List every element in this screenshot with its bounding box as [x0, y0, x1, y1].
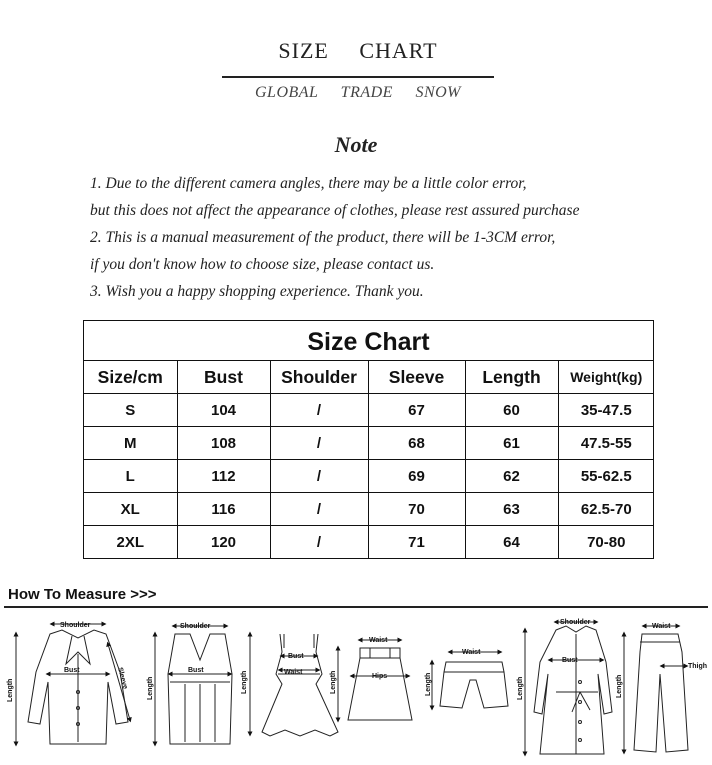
length-label: Length [425, 672, 432, 696]
table-cell: 67 [368, 394, 465, 427]
table-row [84, 394, 654, 427]
bust-label: Bust [562, 657, 578, 664]
table-cell: 120 [177, 526, 270, 559]
table-cell: 62 [465, 460, 558, 493]
length-label: Length [241, 670, 248, 694]
shoulder-label: Shoulder [560, 619, 591, 626]
table-cell: 62.5-70 [558, 493, 654, 526]
header-cell: Length [465, 361, 558, 394]
table-cell: / [270, 526, 368, 559]
table-row [84, 427, 654, 460]
table-cell: 60 [465, 394, 558, 427]
table-cell: 104 [177, 394, 270, 427]
table-cell: 63 [465, 493, 558, 526]
table-row [84, 460, 654, 493]
note-line: but this does not affect the appearance of clothes, please rest assured purchase [90, 202, 580, 219]
note-line: 3. Wish you a happy shopping experience. Thank you. [90, 283, 424, 300]
table-cell: / [270, 427, 368, 460]
length-label: Length [147, 676, 154, 700]
table-cell: 47.5-55 [558, 427, 654, 460]
length-label: Length [330, 670, 337, 694]
table-cell: 64 [465, 526, 558, 559]
coat-illustration [525, 622, 612, 754]
note-line: 1. Due to the different camera angles, there may be a little color error, [90, 175, 527, 192]
table-cell: 61 [465, 427, 558, 460]
header-cell: Size/cm [84, 361, 177, 394]
header-cell: Weight(kg) [558, 361, 654, 394]
brand-header [222, 38, 494, 101]
table-cell: 112 [177, 460, 270, 493]
shoulder-label: Shoulder [60, 622, 91, 629]
shoulder-label: Shoulder [180, 623, 211, 630]
shorts-illustration [432, 652, 508, 708]
measurement-illustrations [0, 612, 712, 762]
table-cell: XL [84, 493, 177, 526]
skirt-illustration [338, 640, 412, 720]
table-cell: 71 [368, 526, 465, 559]
table-cell: 69 [368, 460, 465, 493]
table-row [84, 526, 654, 559]
length-label: Length [616, 674, 623, 698]
table-cell: 68 [368, 427, 465, 460]
waist-label: Waist [284, 669, 303, 676]
note-text [90, 170, 690, 305]
vest-illustration [155, 626, 232, 744]
hips-label: Hips [372, 673, 388, 680]
waist-label: Waist [652, 623, 671, 630]
table-title: Size Chart [84, 321, 653, 361]
table-cell: / [270, 493, 368, 526]
table-cell: 35-47.5 [558, 394, 654, 427]
brand-subtitle: GLOBAL TRADE SNOW [255, 84, 461, 101]
note-line: 2. This is a manual measurement of the product, there will be 1-3CM error, [90, 229, 556, 246]
table-cell: 108 [177, 427, 270, 460]
table-cell: 70 [368, 493, 465, 526]
table-row [84, 493, 654, 526]
how-to-measure-heading: How To Measure >>> [8, 586, 157, 603]
blouse-illustration [16, 624, 130, 744]
header-cell: Bust [177, 361, 270, 394]
size-chart-table [83, 320, 654, 559]
note-title: Note [334, 132, 378, 157]
header-cell: Shoulder [270, 361, 368, 394]
header-cell: Sleeve [368, 361, 465, 394]
note-line: if you don't know how to choose size, please contact us. [90, 256, 435, 273]
table-cell: S [84, 394, 177, 427]
table-cell: 2XL [84, 526, 177, 559]
header-divider [222, 76, 494, 78]
length-label: Length [517, 676, 524, 700]
table-header-row [84, 361, 654, 394]
table-cell: L [84, 460, 177, 493]
dress-illustration [250, 634, 338, 736]
size-chart-heading: SIZE CHART [278, 38, 438, 63]
table-cell: / [270, 460, 368, 493]
bust-label: Bust [64, 667, 80, 674]
table-cell: / [270, 394, 368, 427]
waist-label: Waist [369, 637, 388, 644]
waist-label: Waist [462, 649, 481, 656]
bust-label: Bust [188, 667, 204, 674]
section-divider [4, 606, 708, 608]
thigh-label: Thigh [688, 663, 708, 670]
bust-label: Bust [288, 653, 304, 660]
length-label: Length [7, 678, 14, 702]
table-cell: 116 [177, 493, 270, 526]
sleeve-label: Sleeve [116, 666, 129, 690]
table-cell: 70-80 [587, 533, 626, 551]
table-cell: 55-62.5 [558, 460, 654, 493]
table-cell: M [84, 427, 177, 460]
pants-illustration [624, 626, 688, 752]
